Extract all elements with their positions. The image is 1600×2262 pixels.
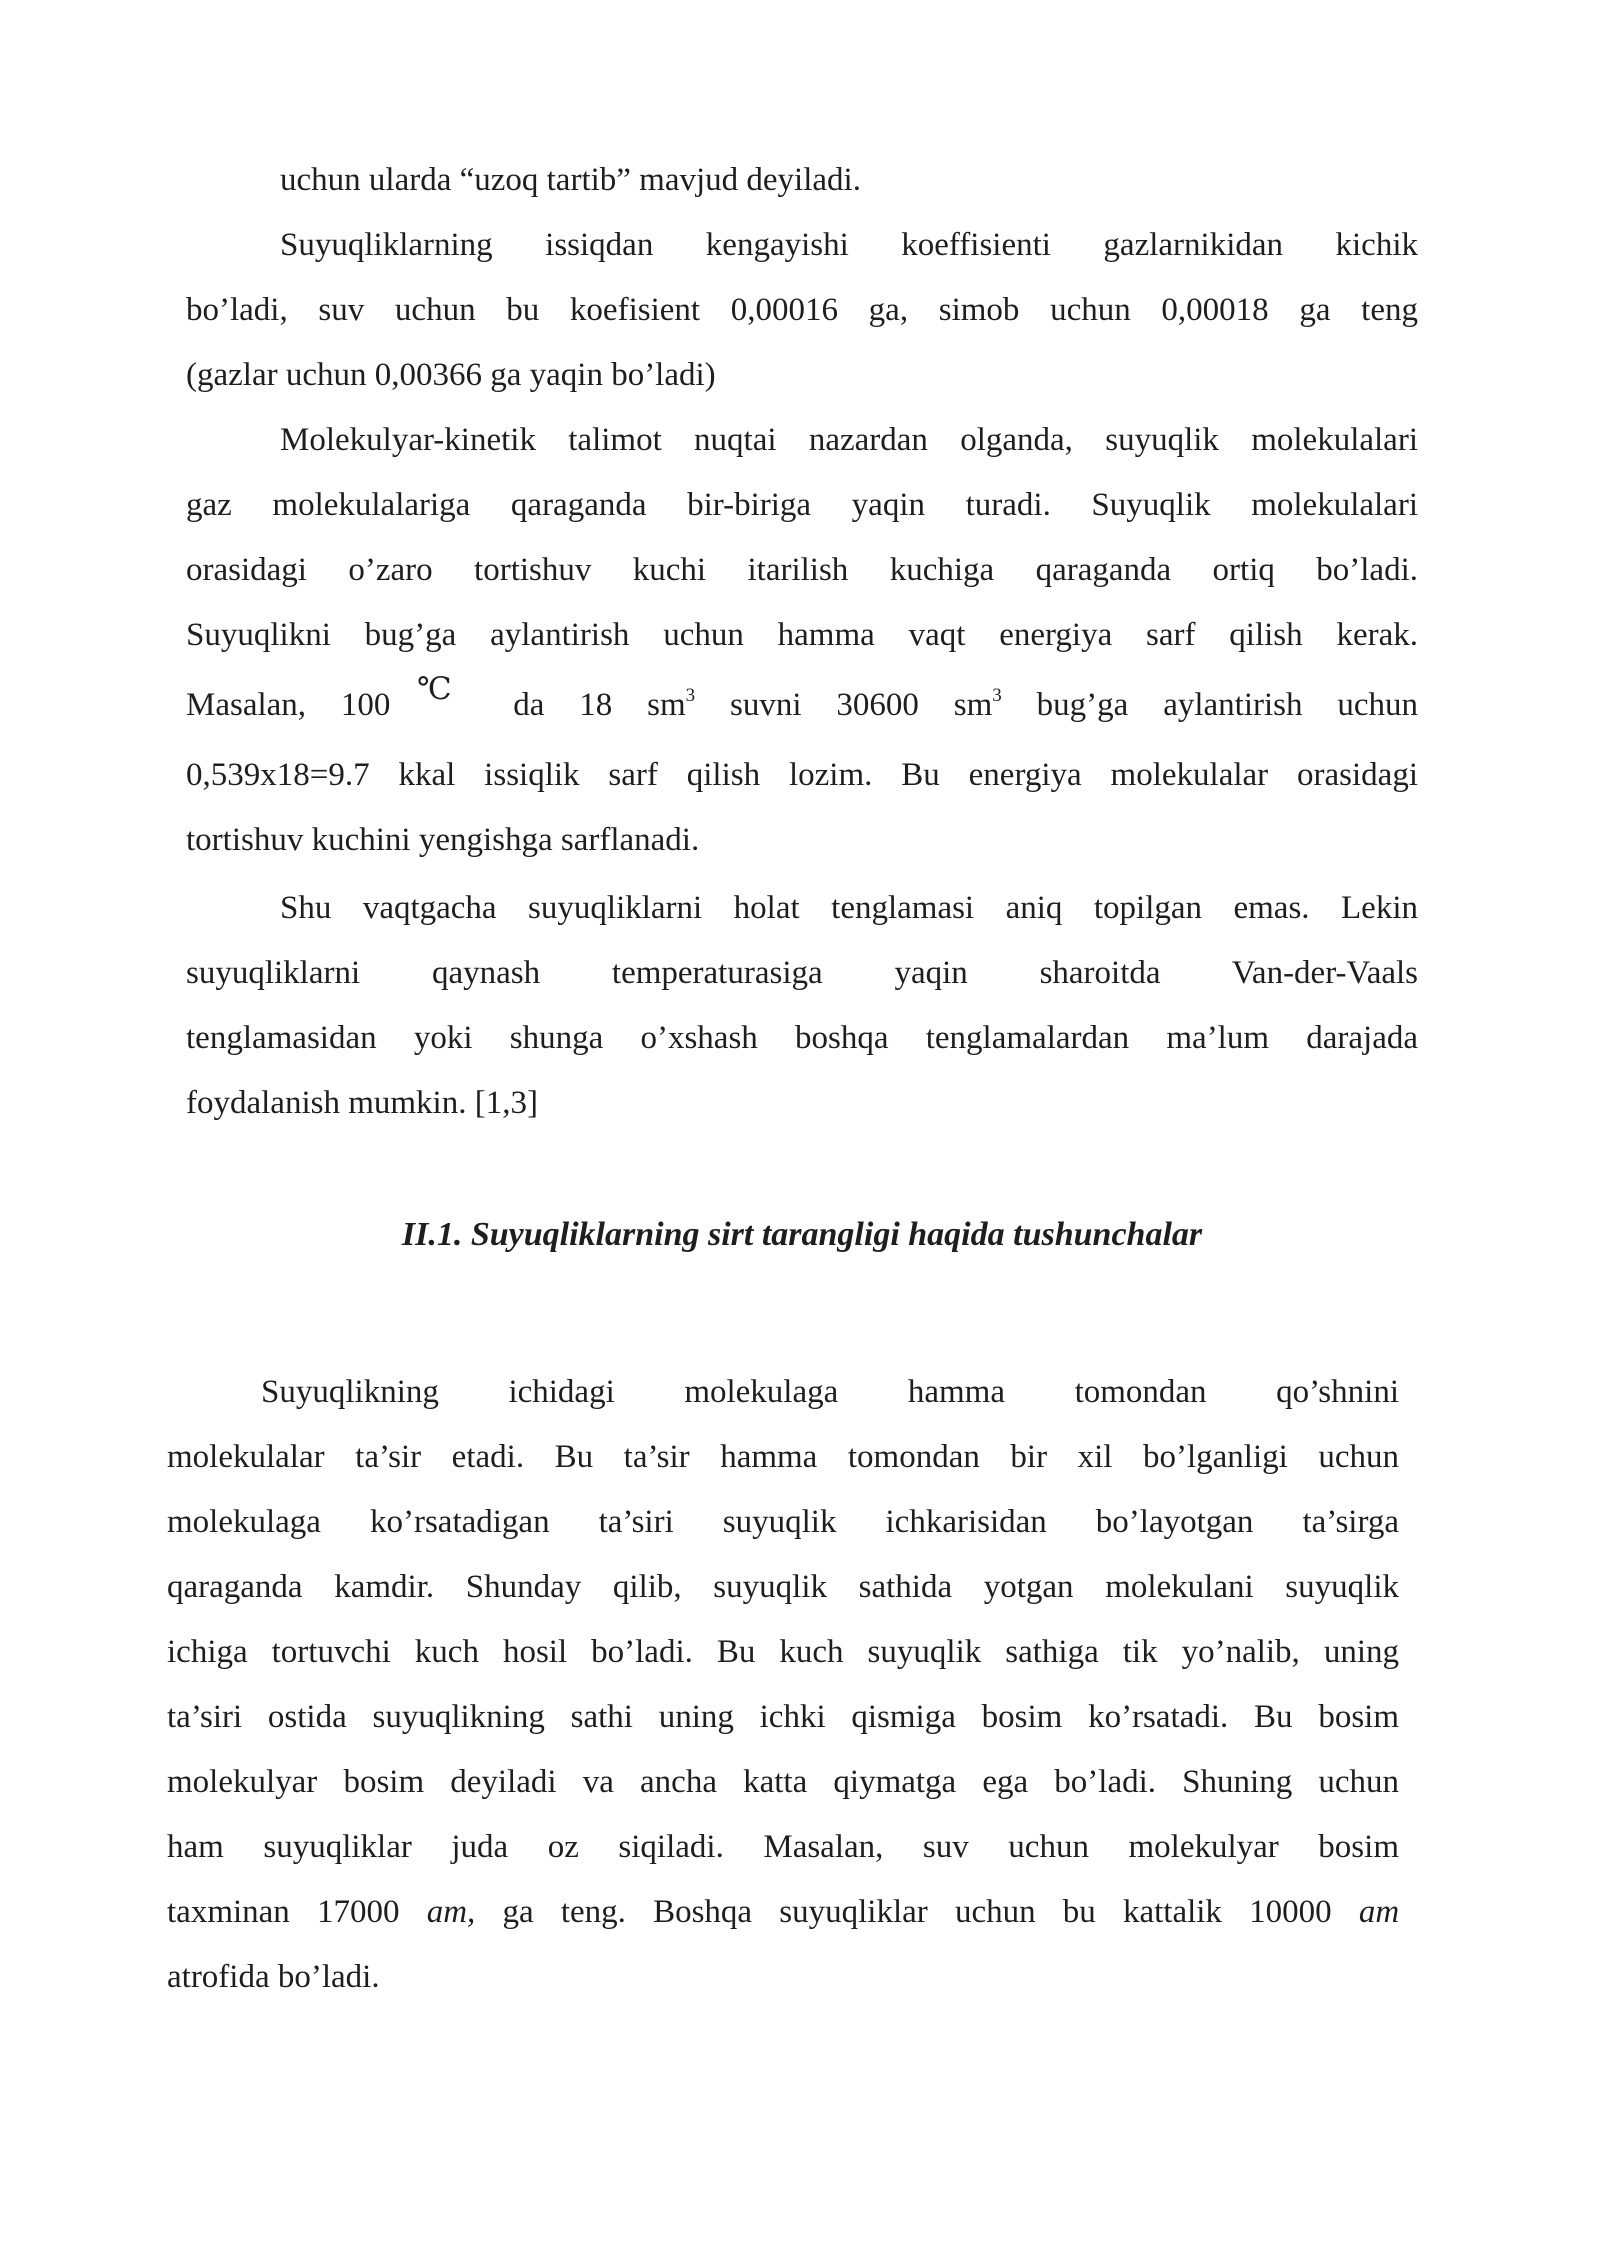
text-line: suyuqliklarni qaynash temperaturasiga yaqin sharoitda Van-der-Vaals — [186, 955, 1418, 991]
paragraph-surface-tension — [167, 1360, 1399, 2010]
unit-label: am, — [426, 1894, 476, 1930]
text-line: molekulyar bosim deyiladi va ancha katta qiymatga ega bo’ladi. Shuning uchun — [167, 1764, 1399, 1800]
text-line: tenglamasidan yoki shunga o’xshash boshqa tenglamalardan ma’lum darajada — [186, 1020, 1418, 1056]
text-line: uchun ularda “uzoq tartib” mavjud deyiladi. — [280, 162, 861, 198]
text-line: Suyuqliklarning issiqdan kengayishi koeffisienti gazlarnikidan kichik — [280, 227, 1418, 263]
text-line: Shu vaqtgacha suyuqliklarni holat tenglamasi aniq topilgan emas. Lekin — [280, 890, 1418, 926]
text-line: Molekulyar-kinetik talimot nuqtai nazardan olganda, suyuqlik molekulalari — [280, 422, 1418, 458]
text-line: foydalanish mumkin. [1,3] — [186, 1085, 538, 1121]
unit-label: am — [1358, 1894, 1400, 1930]
paragraph-continuation — [280, 148, 1280, 213]
paragraph-molecular-kinetic — [186, 408, 1418, 873]
text-line: (gazlar uchun 0,00366 ga yaqin bo’ladi) — [186, 357, 716, 393]
text-line: ham suyuqliklar juda oz siqiladi. Masalan, suv uchun molekulyar bosim — [167, 1829, 1399, 1865]
superscript: 3 — [685, 685, 696, 706]
text-line: molekulalar ta’sir etadi. Bu ta’sir hamma tomondan bir xil bo’lganligi uchun — [167, 1439, 1399, 1475]
text-line: Suyuqlikni bug’ga aylantirish uchun hamma vaqt energiya sarf qilish kerak. — [186, 617, 1418, 653]
text-line-masalan: Masalan, 100℃ da 18 $sm^3$ suvni 30600 $sm^3$ bug’ga aylantirish uchun — [186, 671, 1419, 723]
section-heading: II.1. Suyuqliklarning sirt tarangligi haqida tushunchalar — [401, 1216, 1203, 1253]
text-line: orasidagi o’zaro tortishuv kuchi itarilish kuchiga qaraganda ortiq bo’ladi. — [186, 552, 1418, 588]
paragraph-state-equation — [186, 876, 1418, 1136]
text-line: ta’siri ostida suyuqlikning sathi uning ichki qismiga bosim ko’rsatadi. Bu bosim — [167, 1699, 1399, 1735]
text-line: 0,539x18=9.7 kkal issiqlik sarf qilish lozim. Bu energiya molekulalar orasidagi — [186, 757, 1418, 793]
degree-celsius-symbol: ℃ — [390, 671, 479, 706]
text-line: molekulaga ko’rsatadigan ta’siri suyuqlik ichkarisidan bo’layotgan ta’sirga — [167, 1504, 1399, 1540]
text-line-taxminan: taxminan 17000 am, ga teng. Boshqa suyuqliklar uchun bu kattalik 10000 am — [167, 1894, 1400, 1930]
text-line: qaraganda kamdir. Shunday qilib, suyuqlik sathida yotgan molekulani suyuqlik — [167, 1569, 1399, 1605]
text-line: ichiga tortuvchi kuch hosil bo’ladi. Bu kuch suyuqlik sathiga tik yo’nalib, uning — [167, 1634, 1399, 1670]
superscript: 3 — [992, 685, 1002, 706]
text-line: gaz molekulalariga qaraganda bir-biriga yaqin turadi. Suyuqlik molekulalari — [186, 487, 1418, 523]
text-line: Suyuqlikning ichidagi molekulaga hamma tomondan qo’shnini — [261, 1374, 1399, 1410]
paragraph-thermal-expansion — [186, 213, 1418, 408]
text-line: tortishuv kuchini yengishga sarflanadi. — [186, 822, 700, 858]
text-line: bo’ladi, suv uchun bu koefisient 0,00016 ga, simob uchun 0,00018 ga teng — [186, 292, 1418, 328]
text-line: atrofida bo’ladi. — [167, 1959, 380, 1995]
